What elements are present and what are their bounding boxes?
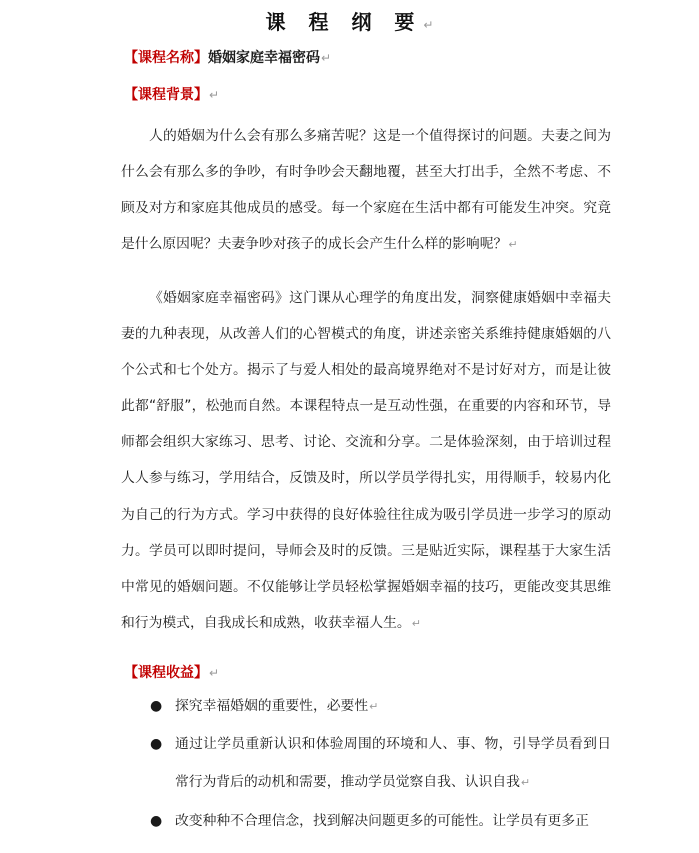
course-background-label: 【课程背景】 (124, 87, 208, 103)
paragraph-mark-icon: ↵ (520, 776, 531, 789)
background-paragraph-1-text: 人的婚姻为什么会有那么多痛苦呢？这是一个值得探讨的问题。夫妻之间为什么会有那么多的争吵，有时争吵会天翻地覆，甚至大打出手，全然不考虑、不顾及对方和家庭其他成员的感受。每一个家庭在生活中都有可能发生冲突。究竟是什么原因呢？夫妻争吵对孩子的成长会产生什么样的影响呢？ (121, 128, 611, 253)
bullet-icon: ● (150, 698, 163, 714)
course-name-value: 婚姻家庭幸福密码 (208, 50, 320, 66)
benefit-item-2 (175, 725, 611, 802)
document-title (0, 6, 699, 35)
paragraph-mark-icon: ↵ (209, 88, 220, 102)
paragraph-mark-icon: ↵ (423, 18, 434, 32)
paragraph-mark-icon: ↵ (508, 238, 518, 252)
course-benefits-heading (124, 662, 219, 682)
benefit-item-3-text: 改变种种不合理信念，找到解决问题更多的可能性。让学员有更多正 (175, 813, 589, 829)
course-benefits-label: 【课程收益】 (124, 665, 208, 681)
benefit-item-2-text: 通过让学员重新认识和体验周围的环境和人、事、物，引导学员看到日常行为背后的动机和需要，推动学员觉察自我、认识自我 (175, 736, 611, 790)
bullet-icon: ● (150, 736, 163, 752)
background-paragraph-2-text: 《婚姻家庭幸福密码》这门课从心理学的角度出发，洞察健康婚姻中幸福夫妻的九种表现，从改善人们的心智模式的角度，讲述亲密关系维持健康婚姻的八个公式和七个处方。揭示了与爱人相处的最高境界绝对不是讨好对方，而是让彼此都“舒服”，松弛而自然。本课程特点一是互动性强，在重要的内容和环节，导师都会组织大家练习、思考、讨论、交流和分享。二是体验深刻，由于培训过程人人参与练习，学用结合，反馈及时，所以学员学得扎实，用得顺手，较易内化为自己的行为方式。学习中获得的良好体验往往成为吸引学员进一步学习的原动力。学员可以即时提问，导师会及时的反馈。三是贴近实际，课程基于大家生活中常见的婚姻问题。不仅能够让学员轻松掌握婚姻幸福的技巧，更能改变其思维和行为模式，自我成长和成熟，收获幸福人生。 (121, 290, 611, 631)
paragraph-mark-icon: ↵ (321, 51, 332, 65)
benefit-item-1 (175, 687, 611, 726)
title-text: 课 程 纲 要 (265, 10, 423, 34)
benefit-item-1-text: 探究幸福婚姻的重要性，必要性 (175, 698, 369, 714)
paragraph-mark-icon: ↵ (411, 616, 421, 630)
benefit-item-3 (175, 802, 611, 840)
paragraph-mark-icon: ↵ (209, 666, 220, 680)
bullet-icon: ● (150, 813, 163, 829)
background-paragraph-1 (121, 118, 611, 263)
course-background-heading (124, 84, 219, 104)
paragraph-mark-icon: ↵ (369, 700, 379, 713)
course-name-label: 【课程名称】 (124, 50, 208, 66)
course-name-line (124, 47, 331, 67)
background-paragraph-2 (121, 280, 611, 642)
